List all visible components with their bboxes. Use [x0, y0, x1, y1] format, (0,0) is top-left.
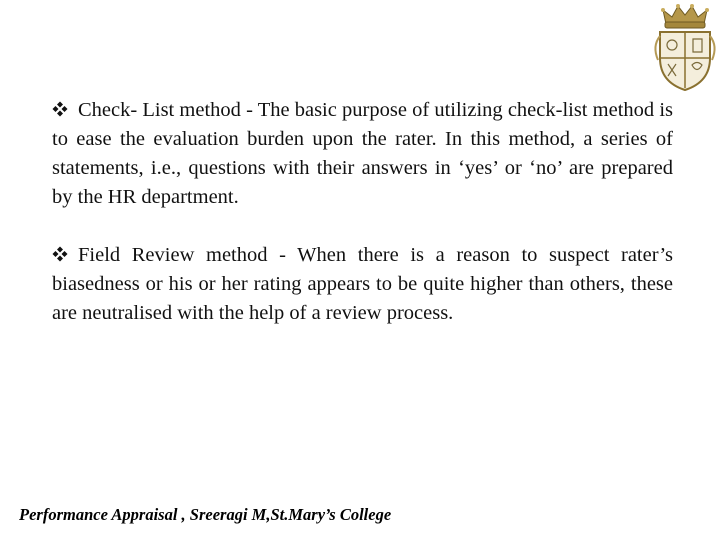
four-diamond-bullet-icon: [52, 246, 68, 262]
slide-footer: Performance Appraisal , Sreeragi M,St.Mary’s College: [19, 505, 392, 524]
crown-icon: [661, 4, 709, 28]
four-diamond-bullet-icon: [52, 101, 68, 117]
slide-body: [52, 96, 673, 328]
bullet-text: Check- List method - The basic purpose of utilizing check-list method is to ease the evaluation burden upon the rater. In this method, a series of statements, i.e., questions with their answers in ‘yes’ or ‘no’ are prepared by the HR department.: [52, 99, 673, 208]
shield-icon: [660, 32, 710, 90]
bullet-item-field-review-method: [52, 241, 673, 328]
bullet-text: Field Review method - When there is a reason to suspect rater’s biasedness or his or her rating appears to be quite higher than others, these are neutralised with the help of a review process.: [52, 244, 673, 324]
bullet-item-check-list-method: [52, 96, 673, 212]
college-crest-logo: [650, 2, 720, 94]
